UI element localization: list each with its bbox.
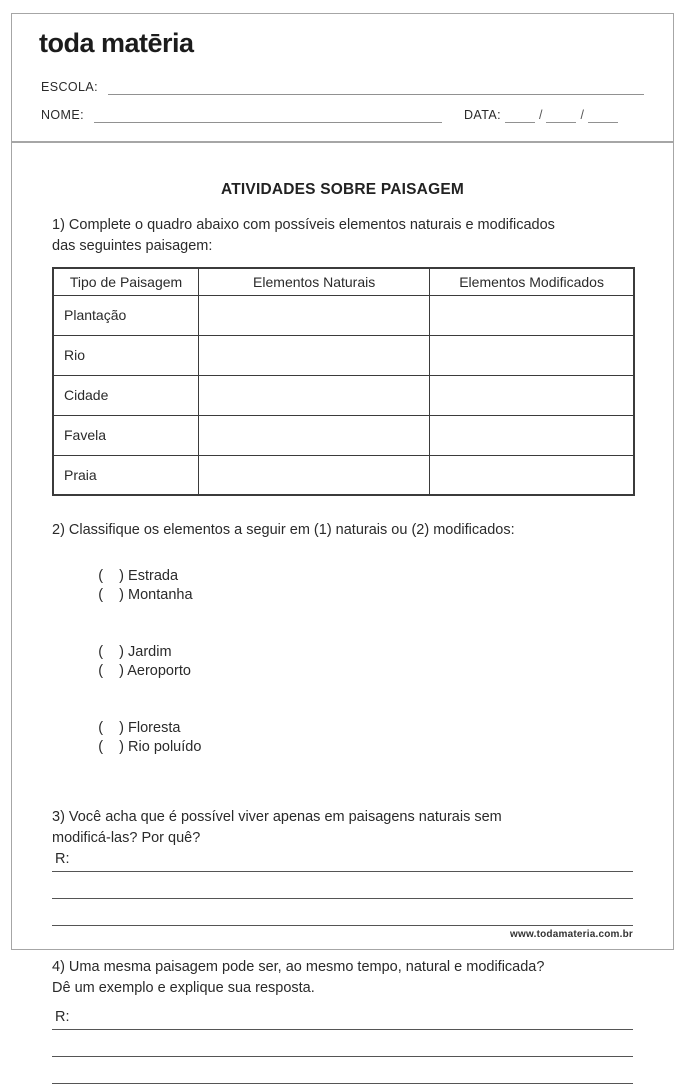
item-jardim: ( ) Jardim [98, 644, 172, 660]
q4-answer-line-2 [52, 1030, 633, 1057]
date-month-blank [546, 109, 576, 123]
q3-answer-line-3 [52, 899, 633, 926]
q3-answer-line-1 [52, 851, 633, 872]
classification-item-row [66, 624, 633, 700]
naturais-blank-cell [199, 455, 430, 495]
q4-answer-line-1 [52, 1009, 633, 1030]
name-field-row [41, 103, 644, 123]
date-label: DATA: [463, 108, 501, 122]
footer-url: www.todamateria.com.br [510, 929, 633, 940]
modificados-blank-cell [430, 455, 634, 495]
item-floresta: ( ) Floresta [98, 720, 181, 736]
header-box [11, 13, 674, 142]
row-label-rio: Rio [53, 335, 199, 375]
question-3-line-1: 3) Você acha que é possível viver apenas em paisagens naturais sem [52, 809, 502, 825]
naturais-blank-cell [199, 335, 430, 375]
item-montanha: ( ) Montanha [98, 587, 193, 603]
q4-answer-label: R: [55, 1009, 70, 1025]
table-row [53, 335, 634, 375]
q3-answer-line-2 [52, 872, 633, 899]
school-label: ESCOLA: [41, 80, 98, 94]
question-4-line-2: Dê um exemplo e explique sua resposta. [52, 980, 315, 996]
question-1-text [52, 215, 633, 257]
elements-table [52, 267, 635, 496]
question-4-line-1: 4) Uma mesma paisagem pode ser, ao mesmo tempo, natural e modificada? [52, 959, 545, 975]
table-header-row [53, 268, 634, 295]
naturais-blank-cell [199, 375, 430, 415]
table-row [53, 375, 634, 415]
header-elementos-naturais: Elementos Naturais [199, 268, 430, 295]
name-label: NOME: [41, 108, 84, 122]
date-separator: / [538, 108, 543, 122]
q4-answer-line-3 [52, 1057, 633, 1084]
row-label-praia: Praia [53, 455, 199, 495]
naturais-blank-cell [199, 415, 430, 455]
date-day-blank [505, 109, 535, 123]
classification-item-row [66, 700, 633, 776]
naturais-blank-cell [199, 295, 430, 335]
table-row [53, 295, 634, 335]
classification-items [66, 548, 633, 776]
item-aeroporto: ( ) Aeroporto [98, 663, 191, 679]
date-year-blank [588, 109, 618, 123]
question-4-text [52, 957, 633, 999]
question-2-text: 2) Classifique os elementos a seguir em (1) naturais ou (2) modificados: [52, 522, 515, 538]
question-3-line-2: modificá-las? Por quê? [52, 830, 201, 846]
question-1-line-2: das seguintes paisagem: [52, 238, 213, 254]
header-tipo-de-paisagem: Tipo de Paisagem [53, 268, 199, 295]
date-separator: / [580, 108, 584, 122]
question-1-line-1: 1) Complete o quadro abaixo com possíveis elementos naturais e modificados [52, 217, 555, 233]
header-elementos-modificados: Elementos Modificados [430, 268, 634, 295]
date-field-group [464, 108, 622, 123]
modificados-blank-cell [430, 375, 634, 415]
modificados-blank-cell [430, 295, 634, 335]
name-blank-line [94, 109, 442, 123]
table-row [53, 415, 634, 455]
row-label-plantacao: Plantação [53, 295, 199, 335]
table-row [53, 455, 634, 495]
row-label-favela: Favela [53, 415, 199, 455]
classification-item-row [66, 548, 633, 624]
modificados-blank-cell [430, 335, 634, 375]
question-3-text [52, 807, 633, 849]
school-blank-line [108, 81, 644, 95]
toda-materia-logo: toda matēria [39, 28, 194, 58]
content-box [11, 142, 674, 1025]
school-field-row [41, 75, 644, 95]
row-label-cidade: Cidade [53, 375, 199, 415]
item-rio-poluido: ( ) Rio poluído [98, 739, 202, 755]
item-estrada: ( ) Estrada [98, 568, 179, 584]
q3-answer-label: R: [55, 851, 70, 867]
worksheet-title: ATIVIDADES SOBRE PAISAGEM [221, 181, 464, 198]
modificados-blank-cell [430, 415, 634, 455]
